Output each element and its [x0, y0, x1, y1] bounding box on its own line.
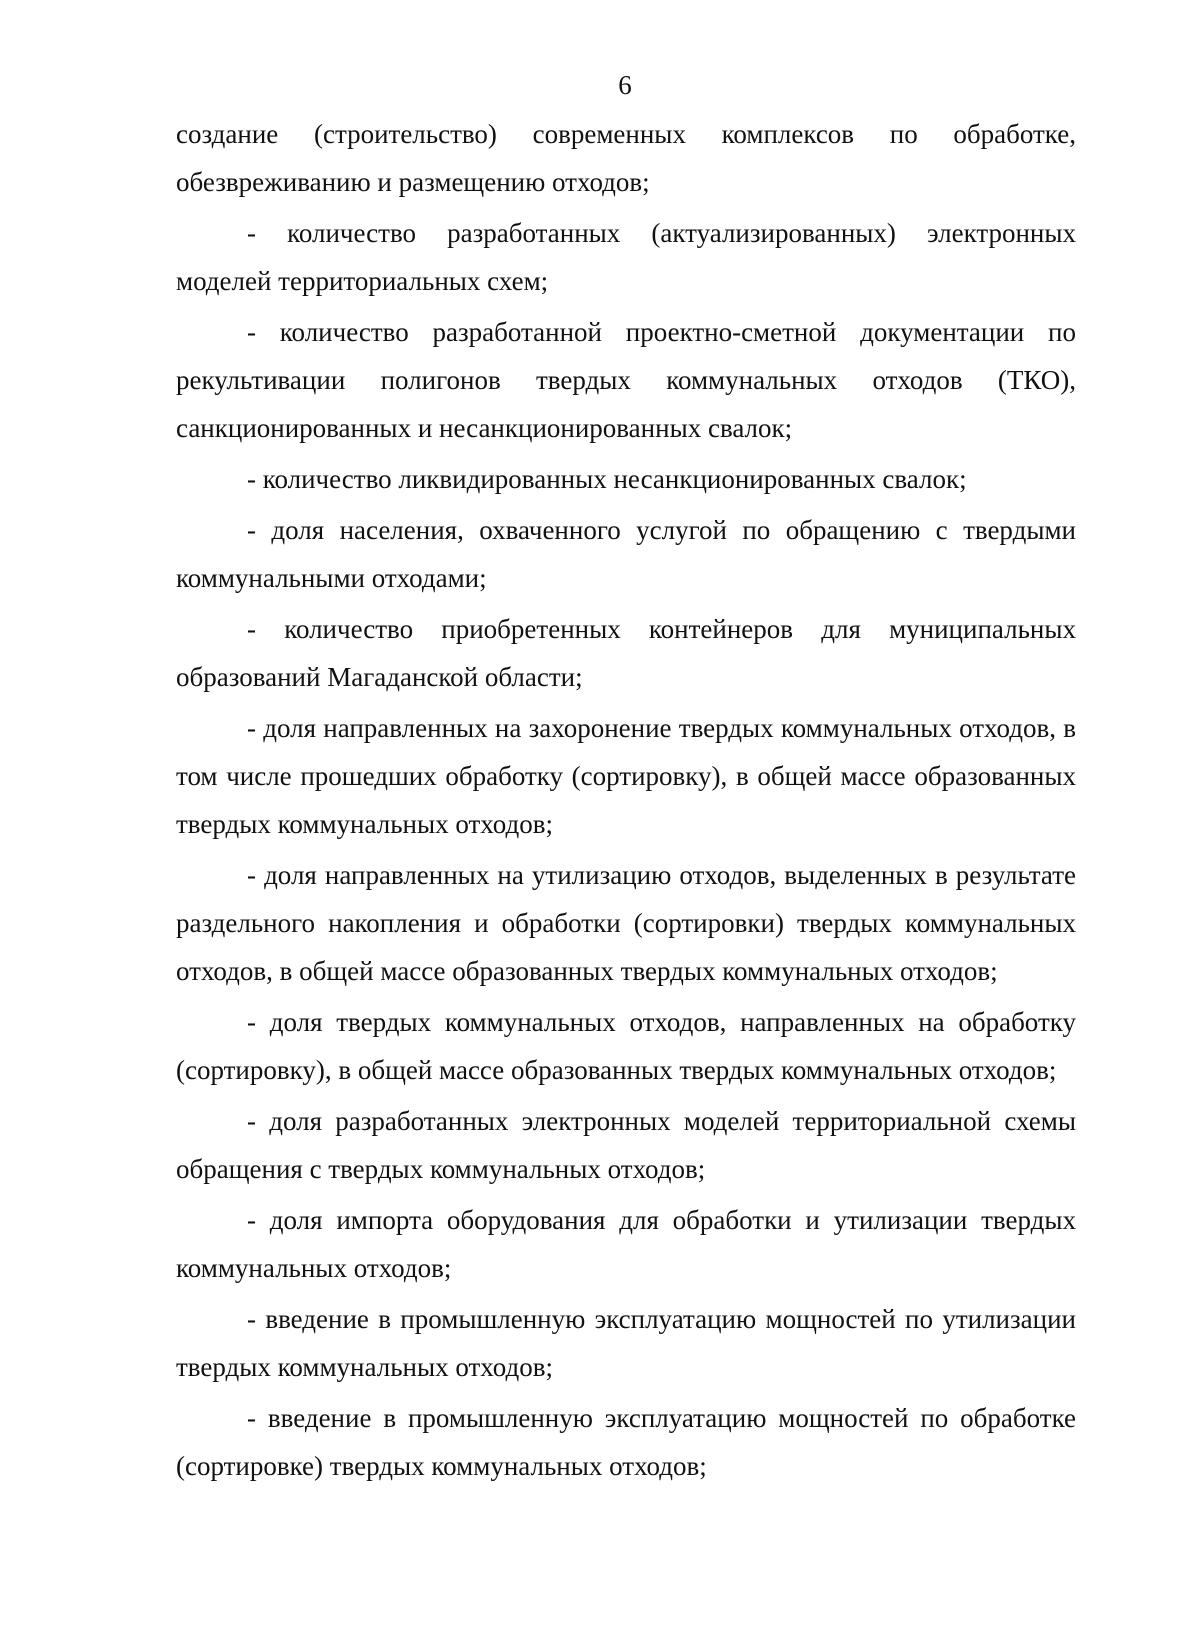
- list-item: - количество разработанной проектно-сметной документации по рекультивации полигонов твердых коммунальных отходов (ТКО), санкционированных и несанкционированных свалок;: [176, 317, 1076, 443]
- document-body: [176, 110, 1076, 1493]
- list-item: - количество разработанных (актуализированных) электронных моделей территориальных схем;: [176, 218, 1076, 296]
- list-item: - введение в промышленную эксплуатацию мощностей по обработке (сортировке) твердых коммунальных отходов;: [176, 1403, 1076, 1481]
- list-item: - количество приобретенных контейнеров для муниципальных образований Магаданской области;: [176, 614, 1076, 692]
- paragraph: создание (строительство) современных комплексов по обработке, обезвреживанию и размещению отходов;: [176, 119, 1076, 197]
- list-item: - доля разработанных электронных моделей территориальной схемы обращения с твердых коммунальных отходов;: [176, 1106, 1076, 1184]
- list-item: - доля направленных на утилизацию отходов, выделенных в результате раздельного накопления и обработки (сортировки) твердых коммунальных отходов, в общей массе образованных твердых коммунальных отходов;: [176, 860, 1076, 986]
- list-item: - доля населения, охваченного услугой по обращению с твердыми коммунальными отходами;: [176, 515, 1076, 593]
- list-item: - доля твердых коммунальных отходов, направленных на обработку (сортировку), в общей массе образованных твердых коммунальных отходов;: [176, 1007, 1076, 1085]
- page-number: 6: [618, 70, 632, 100]
- list-item: - введение в промышленную эксплуатацию мощностей по утилизации твердых коммунальных отходов;: [176, 1304, 1076, 1382]
- list-item: - количество ликвидированных несанкционированных свалок;: [247, 464, 967, 494]
- list-item: - доля импорта оборудования для обработки и утилизации твердых коммунальных отходов;: [176, 1205, 1076, 1283]
- list-item: - доля направленных на захоронение твердых коммунальных отходов, в том числе прошедших обработку (сортировку), в общей массе образованных твердых коммунальных отходов;: [176, 713, 1076, 839]
